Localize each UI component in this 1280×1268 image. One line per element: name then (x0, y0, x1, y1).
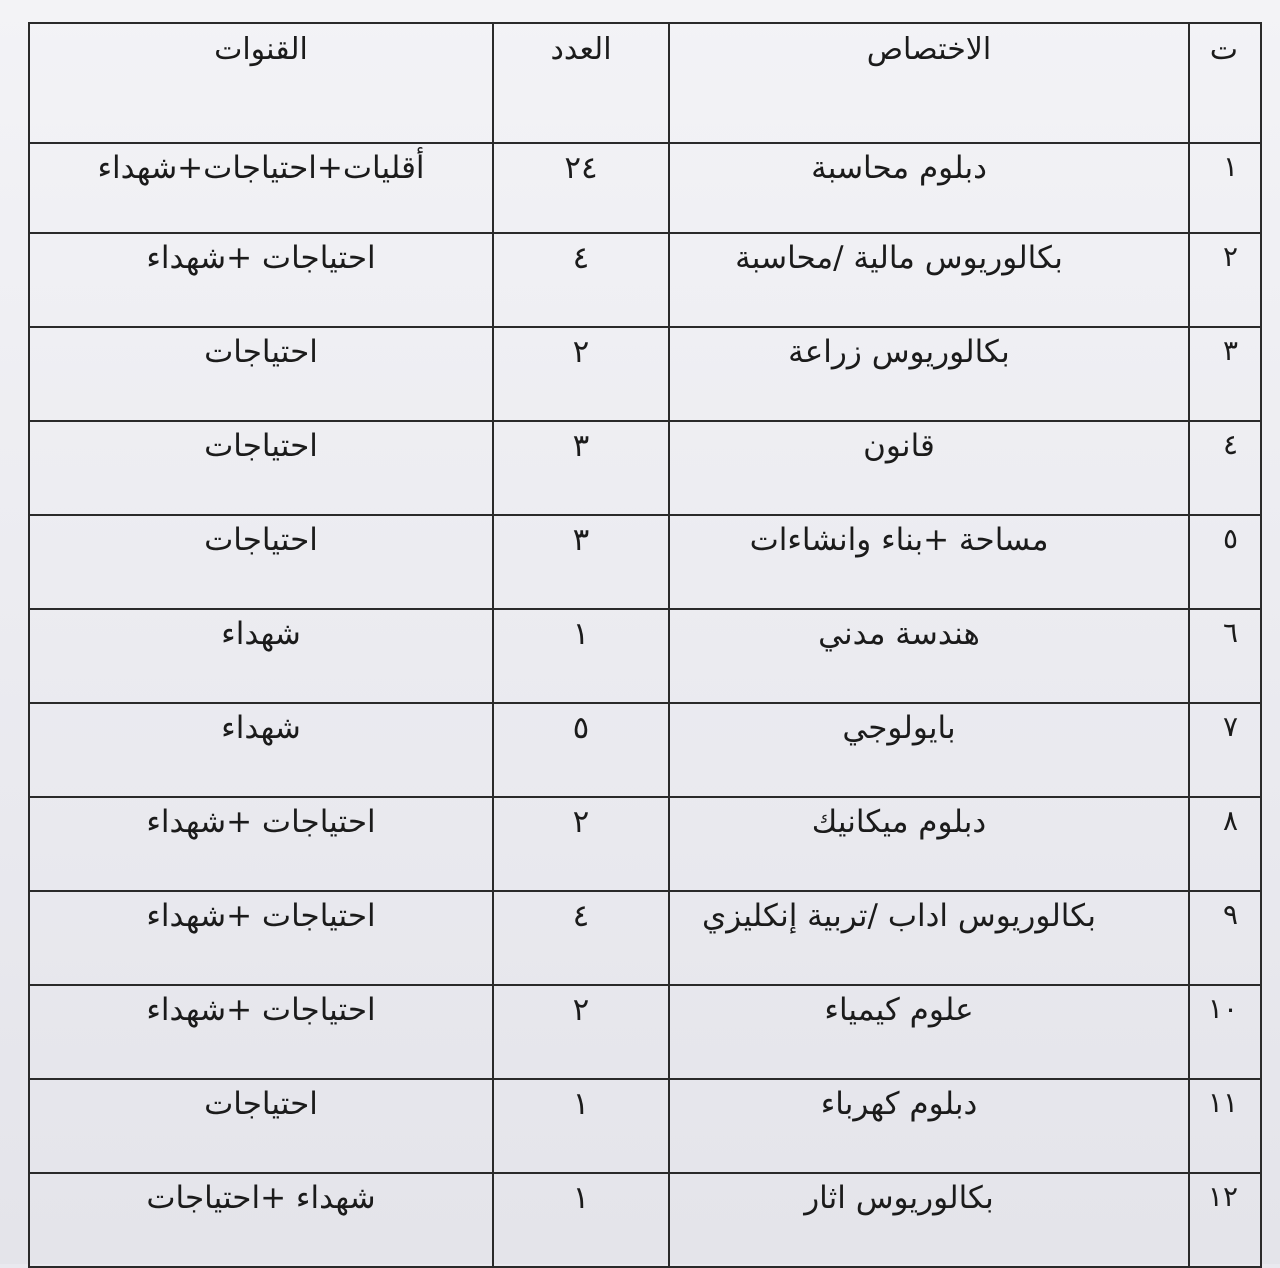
row-specialization: دبلوم محاسبة (669, 143, 1189, 233)
row-channels: احتياجات (29, 515, 493, 609)
row-num: ٨ (1189, 797, 1261, 891)
table-row (29, 143, 1261, 233)
row-count: ٢ (493, 985, 669, 1079)
row-count: ٢ (493, 327, 669, 421)
table-row (29, 233, 1261, 327)
row-num: ١١ (1189, 1079, 1261, 1173)
row-num: ٤ (1189, 421, 1261, 515)
row-num: ١٢ (1189, 1173, 1261, 1267)
table-row (29, 609, 1261, 703)
row-count: ١ (493, 1173, 669, 1267)
row-num: ٢ (1189, 233, 1261, 327)
row-specialization: علوم كيمياء (669, 985, 1189, 1079)
specializations-table-wrapper (28, 22, 1260, 1268)
table-row (29, 515, 1261, 609)
table-header-row (29, 23, 1261, 143)
header-count: العدد (493, 23, 669, 143)
row-specialization: بكالوريوس اثار (669, 1173, 1189, 1267)
row-count: ٣ (493, 515, 669, 609)
specializations-table (28, 22, 1262, 1268)
row-specialization: دبلوم كهرباء (669, 1079, 1189, 1173)
table-row (29, 1079, 1261, 1173)
row-specialization: دبلوم ميكانيك (669, 797, 1189, 891)
row-specialization: بكالوريوس مالية /محاسبة (669, 233, 1189, 327)
row-specialization: بكالوريوس زراعة (669, 327, 1189, 421)
row-num: ٥ (1189, 515, 1261, 609)
row-num: ٦ (1189, 609, 1261, 703)
row-channels: شهداء +احتياجات (29, 1173, 493, 1267)
table-row (29, 797, 1261, 891)
row-specialization: مساحة +بناء وانشاءات (669, 515, 1189, 609)
row-specialization: قانون (669, 421, 1189, 515)
row-channels: احتياجات +شهداء (29, 233, 493, 327)
row-specialization: بكالوريوس اداب /تربية إنكليزي (669, 891, 1189, 985)
row-channels: شهداء (29, 703, 493, 797)
row-channels: احتياجات (29, 1079, 493, 1173)
row-count: ٢٤ (493, 143, 669, 233)
row-specialization: بايولوجي (669, 703, 1189, 797)
table-row (29, 703, 1261, 797)
row-count: ٤ (493, 891, 669, 985)
header-specialization: الاختصاص (669, 23, 1189, 143)
row-specialization: هندسة مدني (669, 609, 1189, 703)
row-channels: شهداء (29, 609, 493, 703)
row-num: ٩ (1189, 891, 1261, 985)
table-row (29, 1173, 1261, 1267)
row-num: ١٠ (1189, 985, 1261, 1079)
table-row (29, 985, 1261, 1079)
row-count: ٣ (493, 421, 669, 515)
row-count: ٤ (493, 233, 669, 327)
table-row (29, 891, 1261, 985)
row-num: ١ (1189, 143, 1261, 233)
row-channels: احتياجات +شهداء (29, 797, 493, 891)
row-count: ٥ (493, 703, 669, 797)
row-channels: احتياجات +شهداء (29, 891, 493, 985)
row-count: ١ (493, 1079, 669, 1173)
row-num: ٧ (1189, 703, 1261, 797)
row-channels: احتياجات +شهداء (29, 985, 493, 1079)
table-row (29, 327, 1261, 421)
row-count: ٢ (493, 797, 669, 891)
row-channels: أقليات+احتياجات+شهداء (29, 143, 493, 233)
row-count: ١ (493, 609, 669, 703)
row-channels: احتياجات (29, 327, 493, 421)
row-num: ٣ (1189, 327, 1261, 421)
header-channels: القنوات (29, 23, 493, 143)
header-num: ت (1189, 23, 1261, 143)
table-row (29, 421, 1261, 515)
row-channels: احتياجات (29, 421, 493, 515)
